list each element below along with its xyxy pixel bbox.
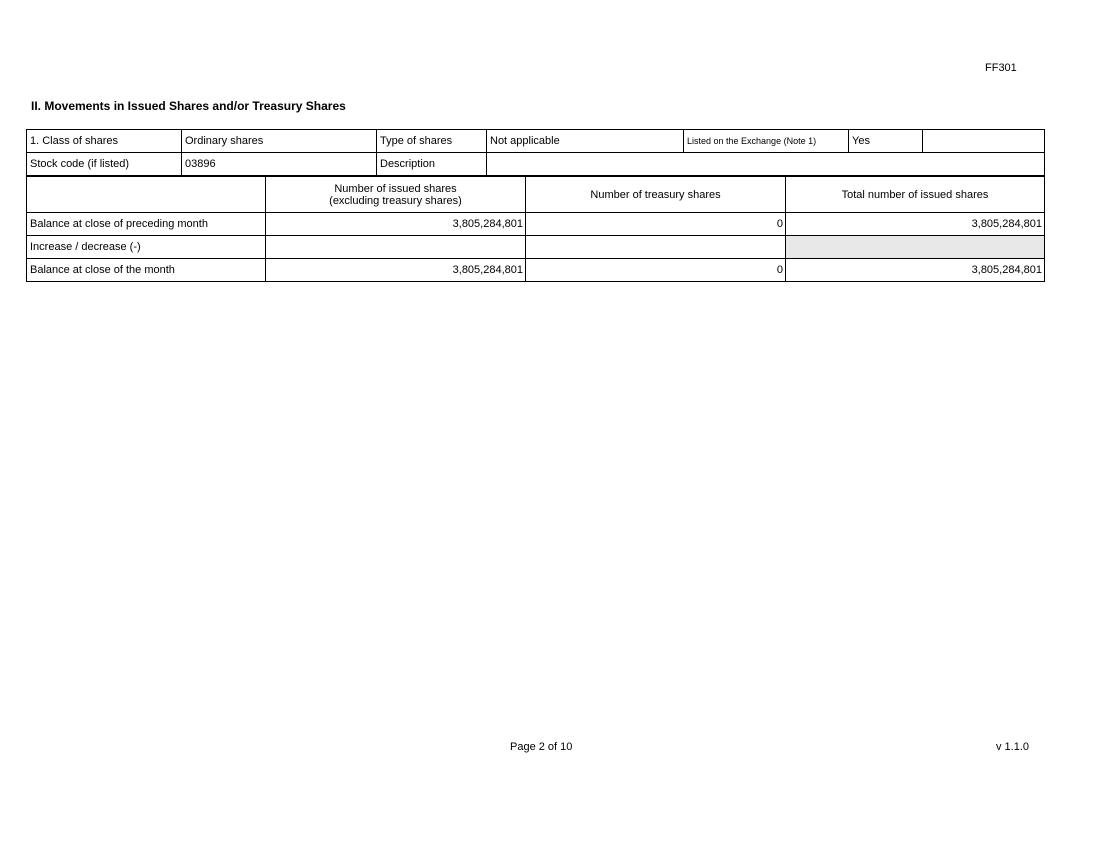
header-row (27, 177, 1045, 213)
stock-code-value: 03896 (182, 153, 377, 176)
class-of-shares-label: 1. Class of shares (27, 130, 182, 153)
listed-on-exchange-value: Yes (849, 130, 923, 153)
type-of-shares-value: Not applicable (487, 130, 684, 153)
treasury-shares-value: 0 (526, 213, 786, 236)
header-treasury-shares: Number of treasury shares (526, 177, 786, 213)
class-of-shares-value: Ordinary shares (182, 130, 377, 153)
header-total-issued: Total number of issued shares (786, 177, 1045, 213)
class-row (27, 130, 1045, 153)
row-label: Balance at close of preceding month (27, 213, 266, 236)
row-label: Increase / decrease (-) (27, 236, 266, 259)
treasury-shares-value (526, 236, 786, 259)
version-label: v 1.1.0 (996, 741, 1030, 753)
total-issued-value: 3,805,284,801 (786, 213, 1045, 236)
issued-shares-value (266, 236, 526, 259)
total-issued-value (786, 236, 1045, 259)
table-row (27, 259, 1045, 282)
header-issued-line2: (excluding treasury shares) (329, 194, 462, 207)
section-title: II. Movements in Issued Shares and/or Treasury Shares (31, 99, 346, 113)
total-issued-value: 3,805,284,801 (786, 259, 1045, 282)
listed-on-exchange-label: Listed on the Exchange (Note 1) (684, 130, 849, 153)
treasury-shares-value: 0 (526, 259, 786, 282)
header-blank (27, 177, 266, 213)
form-code: FF301 (985, 62, 1017, 74)
type-of-shares-label: Type of shares (377, 130, 487, 153)
share-class-info-table (26, 129, 1045, 176)
stock-code-label: Stock code (if listed) (27, 153, 182, 176)
table-row (27, 236, 1045, 259)
issued-shares-value: 3,805,284,801 (266, 259, 526, 282)
stock-code-row (27, 153, 1045, 176)
table-row (27, 213, 1045, 236)
issued-shares-value: 3,805,284,801 (266, 213, 526, 236)
header-issued-shares (266, 177, 526, 213)
description-label: Description (377, 153, 487, 176)
description-value (487, 153, 1045, 176)
row-label: Balance at close of the month (27, 259, 266, 282)
share-movement-table (26, 176, 1045, 282)
header-issued-line1: Number of issued shares (334, 182, 457, 195)
page-number: Page 2 of 10 (510, 741, 573, 753)
blank-cell (923, 130, 1045, 153)
